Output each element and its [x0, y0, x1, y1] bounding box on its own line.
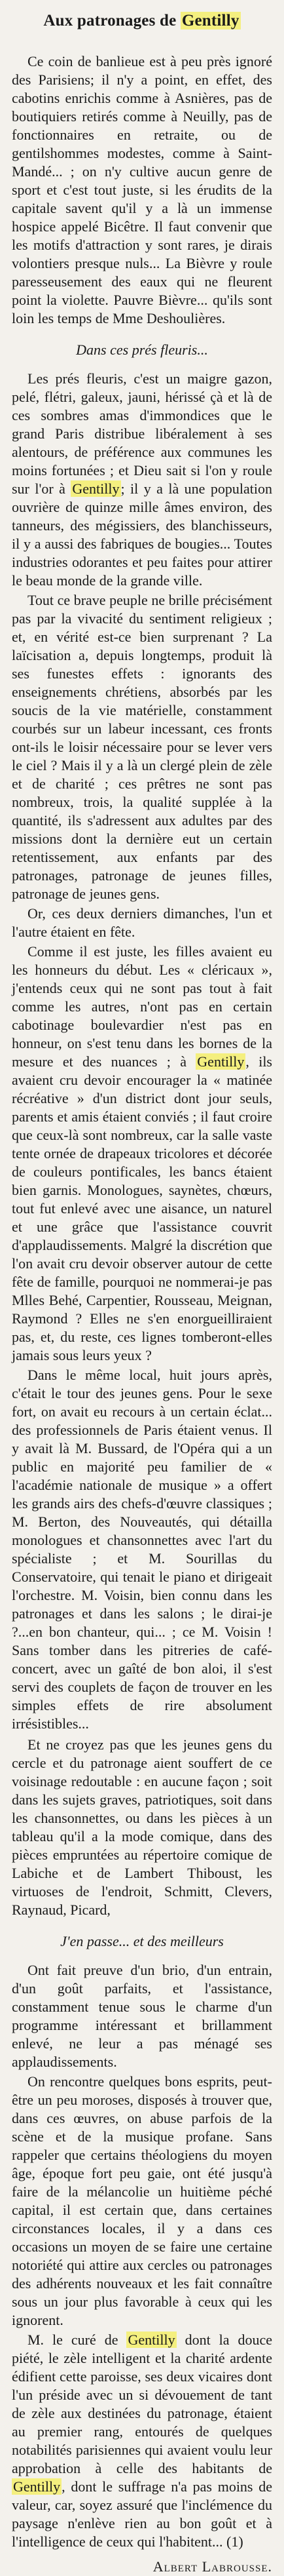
title-place-highlight: Gentilly: [181, 12, 240, 29]
place-highlight: Gentilly: [13, 2478, 61, 2495]
place-highlight: Gentilly: [128, 2332, 175, 2348]
paragraph-jeunes-gens: Dans le même local, huit jours après, c'était le tour des jeunes gens. Pour le sexe fort, on avait eu recours à un certain éclat... des professionnels de Paris étaient venus. Il y avait là M. Bussard, de l'Opéra qui a un public en majorité peu familier de « l'académie nationale de musique » a offert les grands airs des chefs-d'œuvre classiques ; M. Berton, des Nouveautés, qui détailla monologues et chansonnettes avec l'art du spécialiste ; et M. Sourillas du Conservatoire, qui tenait le piano et dirigeait l'orchestre. M. Voisin, bien connu dans les patronages et dans les salons ; le dirai-je ?...en bon chanteur, qui... ; ce M. Voisin ! Sans tomber dans les pitreries de café-concert, avec un gaîté de bon aloi, il s'est servi des couplets de façon de trouver en les simples effets de rire absolument irrésistibles...: [12, 1367, 272, 1732]
paragraph-virtuoses: Et ne croyez pas que les jeunes gens du cercle et du patronage aient souffert de ce voisinage redoutable : en aucune façon ; soit dans les sujets graves, patriotiques, soit dans les chansonnettes, ou dans les pièces à un tableau qu'il a la mode comique, dans des pièces empruntées au répertoire comique de Labiche et de Lambert Thiboust, les virtuoses de l'endroit, Schmitt, Clevers, Raynaud, Picard,: [12, 1736, 272, 1918]
paragraph-text: dont la douce piété, le zèle intelligent et la charité ardente édifient cette paroisse, ses deux vicaires dont l'un préside avec un si dévouement de tant de zèle aux destinées du patronage, étaient au premier rang, entourés de quelques notabilités parisiennes qui avaient voulu leur approbation à celle des habitants de: [12, 2332, 273, 2476]
section-heading-pres-fleuris: Dans ces prés fleuris...: [76, 342, 208, 358]
paragraph-text: Les prés fleuris, c'est un maigre gazon, pelé, flétri, galeux, jauni, hérissé çà et là de ces sombres amas d'immondices que le grand Paris distribue libéralement à ses alentours, de préférence aux communes les moins fortunées ; et Dieu sait si l'on y roule sur l'or à: [12, 370, 272, 497]
intro-paragraph: Ce coin de banlieue est à peu près ignoré des Parisiens; il n'y a point, en effet, des cabotins enrichis comme à Asnières, pas de boutiquiers retirés comme à Neuilly, pas de fonctionnaires en retraite, ou de gentilshommes modestes, comme à Saint-Mandé... ; on n'y cultive aucun genre de sport et c'est tout juste, si les érudits de la capitale savent qu'il y a là un immense hospice appelé Bicêtre. Il faut convenir que les motifs d'attraction y sont rares, je dirais volontiers presque nuls... La Bièvre y roule paresseusement des eaux qui ne fleurent point la violette. Pauvre Bièvre... qu'ils sont loin les temps de Mme Deshoulières.: [12, 53, 272, 326]
paragraph-filles: [12, 943, 272, 1365]
place-highlight: Gentilly: [197, 1053, 245, 1070]
paragraph-deux-dimanches: Or, ces deux derniers dimanches, l'un et l'autre étaient en fête.: [12, 905, 272, 940]
paragraph-brio: Ont fait preuve d'un brio, d'un entrain, d'un goût parfaits, et l'assistance, constamment tenue sous le charme d'un programme intéressant et brillamment enlevé, ne leur a pas ménagé ses applaudissements.: [12, 1962, 272, 2070]
paragraph-bons-esprits: On rencontre quelques bons esprits, peut-être un peu moroses, disposés à trouver que, dans ces œuvres, on abuse parfois de la scène et de la musique profane. Sans rappeler que certains théologiens du moyen âge, époque fort peu gaie, ont été jusqu'à faire de la mélancolie un huitième péché capital, il est certain que, dans certaines circonstances locales, il y a dans ces occasions un moyen de se faire une certaine notoriété qui attire aux cercles ou patronages des adhérents nouveaux et les fait connaître sous un jour plus favorable à ceux qui les ignorent.: [12, 2073, 272, 2328]
paragraph-text: , dont le suffrage n'a pas moins de valeur, car, soyez assuré que l'inclémence du paysage n'enlève rien au bon goût et à l'intelligence de ceux qui l'habitent... (1): [12, 2478, 272, 2550]
paragraph-text: , ils avaient cru devoir encourager la « matinée récréative » d'un district dont jour seuls, parents et amis étaient conviés ; il faut croire que ceux-là sont nombreux, car la salle vaste tente ornée de drapeaux tricolores et décorée de couleurs pontificales, les bancs étaient bien garnis. Monologues, saynètes, chœurs, tout fut enlevé avec une aisance, un naturel et une grâce que l'assistance couvrit d'applaudissements. Malgré la discrétion que l'on avait cru devoir observer autour de cette fête de famille, pourquoi ne nommerai-je pas Mlles Behé, Carpentier, Rousseau, Meignan, Raymond ? Elles ne s'en enorgueilliraient pas, et, du reste, ces lignes tomberont-elles jamais sous leurs yeux ?: [12, 1053, 272, 1363]
paragraph-text: ; il y a là une population ouvrière de quinze mille âmes environ, des tanneurs, des mégissiers, des blanchisseurs, il y a aussi des fabriques de bougies... Toutes industries odorantes et peu faites pour attirer le beau monde de la grande ville.: [12, 480, 272, 589]
paragraph-text: Comme il est juste, les filles avaient eu les honneurs du début. Les « cléricaux », j'entends ceux qui ne sont pas tout à fait comme les autres, n'ont pas en certain cabotinage boulevardier n'est pas en honneur, on s'est tenu dans les bornes de la mesure et des nuances ; à: [12, 943, 272, 1070]
article-body: [12, 52, 272, 2576]
paragraph-cure: [12, 2331, 272, 2551]
paragraph-brave-peuple: Tout ce brave peuple ne brille précisément pas par la vivacité du sentiment religieux ; et, en vérité est-ce bien surprenant ? La laïcisation a, depuis longtemps, produit là ses funestes effets : ignorants des enseignements chrétiens, absorbés par les soucis de la vie matérielle, constamment courbés sur un labeur incessant, ces fronts ont-ils le loisir nécessaire pour se lever vers le ciel ? Mais il y a là un clergé plein de zèle et de charité ; ces prêtres ne sont pas nombreux, trois, la qualité supplée à la quantité, ils s'adressent aux adultes par des missions dont la dernière eut un certain retentissement, aux enfants par des patronages, patronage de jeunes filles, patronage de jeunes gens.: [12, 592, 272, 902]
article-title: [12, 9, 272, 33]
title-prefix: Aux patronages de: [43, 12, 177, 29]
place-highlight: Gentilly: [72, 480, 120, 497]
author-signature: Albert Labrousse.: [152, 2558, 272, 2575]
paragraph-text: M. le curé de: [27, 2332, 118, 2348]
section-heading-jen-passe: J'en passe... et des meilleurs: [60, 1933, 224, 1949]
paragraph-pres-fleuris: [12, 370, 272, 590]
